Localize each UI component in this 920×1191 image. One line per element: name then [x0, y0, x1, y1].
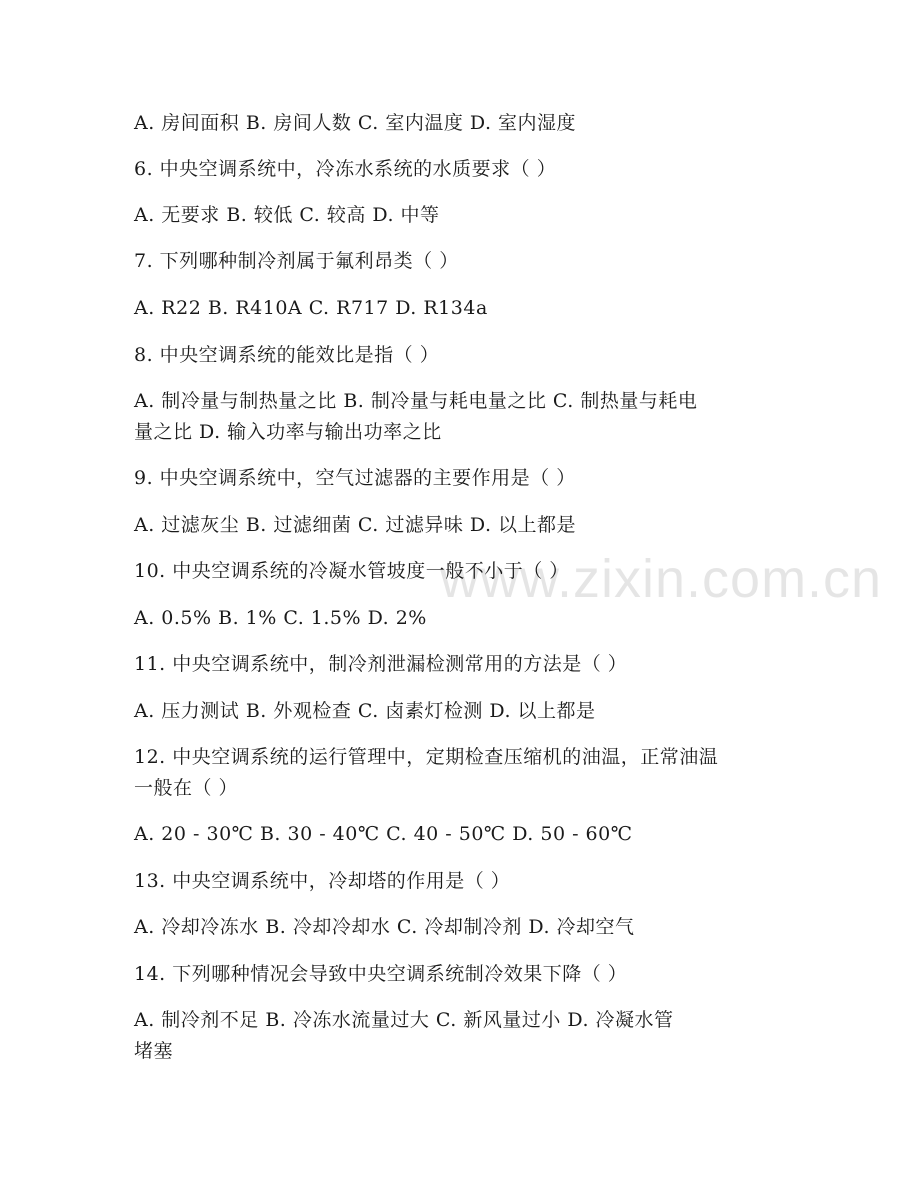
q12-question-line-2: 一般在（ ） — [134, 777, 239, 799]
q11-options: A. 压力测试 B. 外观检查 C. 卤素灯检测 D. 以上都是 — [134, 700, 596, 722]
q8-options-line-1: A. 制冷量与制热量之比 B. 制冷量与耗电量之比 C. 制热量与耗电 — [134, 390, 698, 412]
q10-options: A. 0.5% B. 1% C. 1.5% D. 2% — [134, 607, 427, 629]
q7-options: A. R22 B. R410A C. R717 D. R134a — [134, 297, 488, 319]
q14-options-line-2: 堵塞 — [134, 1040, 174, 1062]
q14-question: 14. 下列哪种情况会导致中央空调系统制冷效果下降（ ） — [134, 963, 628, 985]
q13-options: A. 冷却冷冻水 B. 冷却冷却水 C. 冷却制冷剂 D. 冷却空气 — [134, 916, 635, 938]
q5-options: A. 房间面积 B. 房间人数 C. 室内温度 D. 室内湿度 — [134, 112, 577, 134]
q11-question: 11. 中央空调系统中，制冷剂泄漏检测常用的方法是（ ） — [134, 653, 628, 675]
q13-question: 13. 中央空调系统中，冷却塔的作用是（ ） — [134, 870, 511, 892]
q10-question: 10. 中央空调系统的冷凝水管坡度一般不小于（ ） — [134, 560, 569, 582]
q8-options-line-2: 量之比 D. 输入功率与输出功率之比 — [134, 421, 442, 443]
q6-question: 6. 中央空调系统中，冷冻水系统的水质要求（ ） — [134, 158, 557, 180]
q12-question-line-1: 12. 中央空调系统的运行管理中，定期检查压缩机的油温，正常油温 — [134, 746, 719, 768]
q12-options: A. 20 - 30℃ B. 30 - 40℃ C. 40 - 50℃ D. 50 - 60℃ — [134, 823, 633, 845]
q6-options: A. 无要求 B. 较低 C. 较高 D. 中等 — [134, 204, 440, 226]
q8-question: 8. 中央空调系统的能效比是指（ ） — [134, 344, 440, 366]
q9-question: 9. 中央空调系统中，空气过滤器的主要作用是（ ） — [134, 467, 576, 489]
q14-options-line-1: A. 制冷剂不足 B. 冷冻水流量过大 C. 新风量过小 D. 冷凝水管 — [134, 1009, 674, 1031]
q9-options: A. 过滤灰尘 B. 过滤细菌 C. 过滤异味 D. 以上都是 — [134, 514, 577, 536]
watermark: www.zixin.com.cn — [440, 549, 883, 609]
q7-question: 7. 下列哪种制冷剂属于氟利昂类（ ） — [134, 250, 459, 272]
